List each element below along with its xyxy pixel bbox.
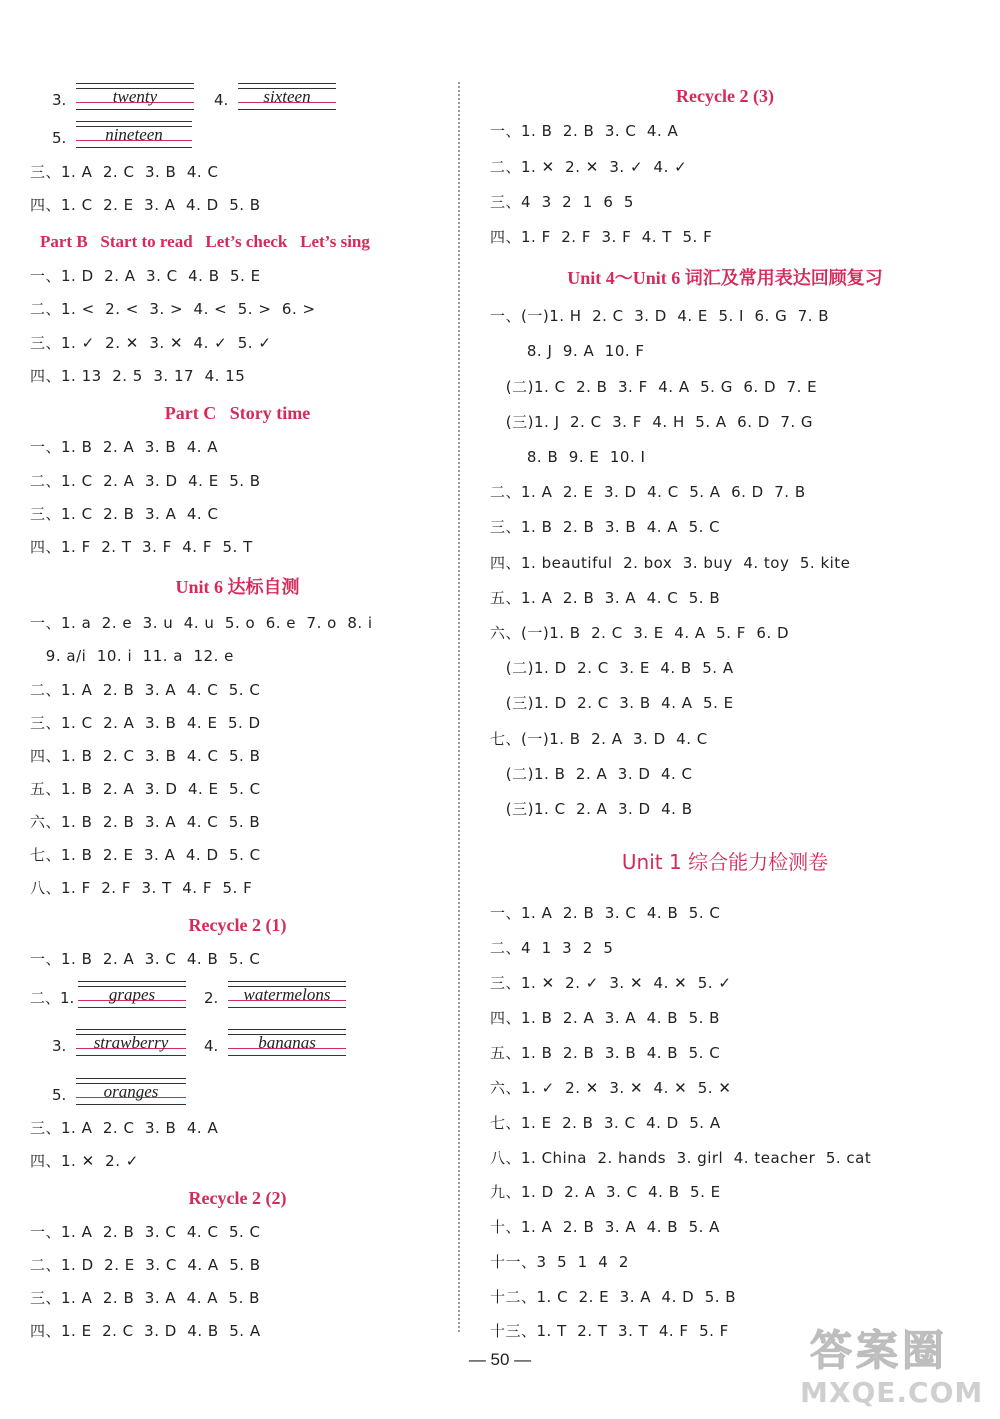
answer-row: 一、(一)1. H 2. C 3. D 4. E 5. I 6. G 7. B: [490, 307, 830, 325]
answer-row: 四、1. beautiful 2. box 3. buy 4. toy 5. kite: [490, 554, 851, 572]
answer-row: 五、1. A 2. B 3. A 4. C 5. B: [490, 589, 721, 607]
answer-row: 十一、3 5 1 4 2: [490, 1253, 629, 1271]
answer-row: 二、1. D 2. E 3. C 4. A 5. B: [30, 1256, 261, 1274]
watermark-logo-text: 答案圈: [810, 1326, 949, 1375]
answer-row: 三、1. A 2. B 3. A 4. A 5. B: [30, 1289, 260, 1307]
answer-row: 四、1. 13 2. 5 3. 17 4. 15: [30, 367, 246, 385]
answer-row: 十、1. A 2. B 3. A 4. B 5. A: [490, 1218, 720, 1236]
section-title-part-c: Part C Story time: [164, 403, 311, 423]
item-number: 2.: [204, 989, 219, 1007]
answer-row: 一、1. A 2. B 3. C 4. B 5. C: [490, 904, 721, 922]
answer-row: 七、1. E 2. B 3. C 4. D 5. A: [490, 1114, 721, 1132]
answer-row: 五、1. B 2. A 3. D 4. E 5. C: [30, 780, 261, 798]
answer-row: 9. a/i 10. i 11. a 12. e: [30, 647, 234, 665]
section-title-recycle-2-1: Recycle 2 (1): [188, 915, 287, 935]
answer-row: 十三、1. T 2. T 3. T 4. F 5. F: [490, 1322, 729, 1340]
item-number: 4.: [214, 91, 229, 109]
answer-row: 一、1. B 2. A 3. C 4. B 5. C: [30, 950, 261, 968]
item-number: 5.: [52, 129, 67, 147]
handwritten-word: sixteen: [263, 87, 311, 106]
answer-row: 二、1. A 2. E 3. D 4. C 5. A 6. D 7. B: [490, 483, 806, 501]
answer-row: 八、1. China 2. hands 3. girl 4. teacher 5. cat: [490, 1149, 872, 1167]
handwritten-word: watermelons: [243, 985, 331, 1004]
answer-row: 四、1. F 2. F 3. F 4. T 5. F: [490, 228, 713, 246]
item-number: 3.: [52, 91, 67, 109]
item-number: 3.: [52, 1037, 67, 1055]
section-title-recycle-2-2: Recycle 2 (2): [188, 1188, 287, 1208]
answer-row: 8. J 9. A 10. F: [490, 342, 645, 360]
section-title-unit-6: Unit 6 达标自测: [175, 577, 300, 597]
answer-row: 二、1. A 2. B 3. A 4. C 5. C: [30, 681, 261, 699]
handwritten-word: oranges: [103, 1082, 159, 1101]
answer-row: 六、(一)1. B 2. C 3. E 4. A 5. F 6. D: [490, 624, 790, 642]
answer-row: 三、1. C 2. A 3. B 4. E 5. D: [30, 714, 261, 732]
writing-lines: [238, 82, 336, 116]
section-title-recycle-2-3: Recycle 2 (3): [676, 86, 774, 106]
handwritten-word: twenty: [112, 87, 158, 106]
writing-lines: [78, 980, 186, 1014]
answer-row: 六、1. B 2. B 3. A 4. C 5. B: [30, 813, 261, 831]
item-number: 5.: [52, 1086, 67, 1104]
answer-row: 一、1. D 2. A 3. C 4. B 5. E: [30, 267, 261, 285]
answer-row: 五、1. B 2. B 3. B 4. B 5. C: [490, 1044, 721, 1062]
answer-row: 一、1. A 2. B 3. C 4. C 5. C: [30, 1223, 261, 1241]
answer-row: 四、1. B 2. A 3. A 4. B 5. B: [490, 1009, 720, 1027]
answer-row: 十二、1. C 2. E 3. A 4. D 5. B: [490, 1288, 737, 1306]
section-title-review: Unit 4～Unit 6 词汇及常用表达回顾复习: [567, 268, 883, 288]
column-divider: [458, 82, 460, 1332]
writing-lines: [76, 1077, 186, 1111]
answer-row: 8. B 9. E 10. I: [490, 448, 646, 466]
answer-row: 八、1. F 2. F 3. T 4. F 5. F: [30, 879, 253, 897]
handwritten-word: strawberry: [93, 1033, 169, 1052]
site-watermark: [800, 1318, 990, 1413]
handwritten-word: bananas: [258, 1033, 316, 1052]
answer-row: 二、4 1 3 2 5: [490, 939, 614, 957]
answer-row: 三、1. ✕ 2. ✓ 3. ✕ 4. ✕ 5. ✓: [490, 974, 732, 992]
writing-lines: [76, 82, 194, 116]
answer-row: 三、1. B 2. B 3. B 4. A 5. C: [490, 518, 721, 536]
answer-row: 九、1. D 2. A 3. C 4. B 5. E: [490, 1183, 721, 1201]
answer-row: 三、4 3 2 1 6 5: [490, 193, 634, 211]
answer-row: (二)1. D 2. C 3. E 4. B 5. A: [490, 659, 734, 677]
item-number: 二、1.: [30, 989, 75, 1007]
writing-lines: [76, 120, 192, 154]
answer-row: 二、1. ✕ 2. ✕ 3. ✓ 4. ✓: [490, 158, 688, 176]
answer-row: 六、1. ✓ 2. ✕ 3. ✕ 4. ✕ 5. ✕: [490, 1079, 732, 1097]
writing-lines: [228, 980, 346, 1014]
answer-row: 三、1. A 2. C 3. B 4. C: [30, 163, 219, 181]
section-title-part-b: Part B Start to read Let’s check Let’s sing: [40, 232, 370, 251]
answer-row: 三、1. ✓ 2. ✕ 3. ✕ 4. ✓ 5. ✓: [30, 334, 272, 352]
answer-row: 一、1. B 2. B 3. C 4. A: [490, 122, 679, 140]
answer-row: 四、1. ✕ 2. ✓: [30, 1152, 139, 1170]
handwritten-word: nineteen: [105, 125, 163, 144]
answer-row: (三)1. C 2. A 3. D 4. B: [490, 800, 693, 818]
answer-row: (三)1. D 2. C 3. B 4. A 5. E: [490, 694, 734, 712]
handwritten-word: grapes: [108, 985, 156, 1004]
answer-row: 四、1. B 2. C 3. B 4. C 5. B: [30, 747, 261, 765]
section-title-unit-1-test: Unit 1 综合能力检测卷: [621, 850, 829, 874]
watermark-url: MXQE.COM: [800, 1376, 984, 1409]
answer-row: 二、1. C 2. A 3. D 4. E 5. B: [30, 472, 261, 490]
answer-row: (二)1. C 2. B 3. F 4. A 5. G 6. D 7. E: [490, 378, 818, 396]
writing-lines: [76, 1028, 186, 1062]
answer-row: 一、1. B 2. A 3. B 4. A: [30, 438, 219, 456]
page-number: — 50 —: [468, 1350, 532, 1369]
answer-row: 四、1. C 2. E 3. A 4. D 5. B: [30, 196, 261, 214]
answer-row: 七、(一)1. B 2. A 3. D 4. C: [490, 730, 708, 748]
answer-row: 三、1. A 2. C 3. B 4. A: [30, 1119, 219, 1137]
answer-row: 四、1. E 2. C 3. D 4. B 5. A: [30, 1322, 261, 1340]
item-number: 4.: [204, 1037, 219, 1055]
answer-row: 七、1. B 2. E 3. A 4. D 5. C: [30, 846, 261, 864]
answer-row: (二)1. B 2. A 3. D 4. C: [490, 765, 693, 783]
writing-lines: [228, 1028, 346, 1062]
answer-row: 三、1. C 2. B 3. A 4. C: [30, 505, 219, 523]
answer-row: (三)1. J 2. C 3. F 4. H 5. A 6. D 7. G: [490, 413, 814, 431]
answer-row: 二、1. < 2. < 3. > 4. < 5. > 6. >: [30, 300, 316, 318]
answer-row: 一、1. a 2. e 3. u 4. u 5. o 6. e 7. o 8. i: [30, 614, 373, 632]
answer-row: 四、1. F 2. T 3. F 4. F 5. T: [30, 538, 253, 556]
